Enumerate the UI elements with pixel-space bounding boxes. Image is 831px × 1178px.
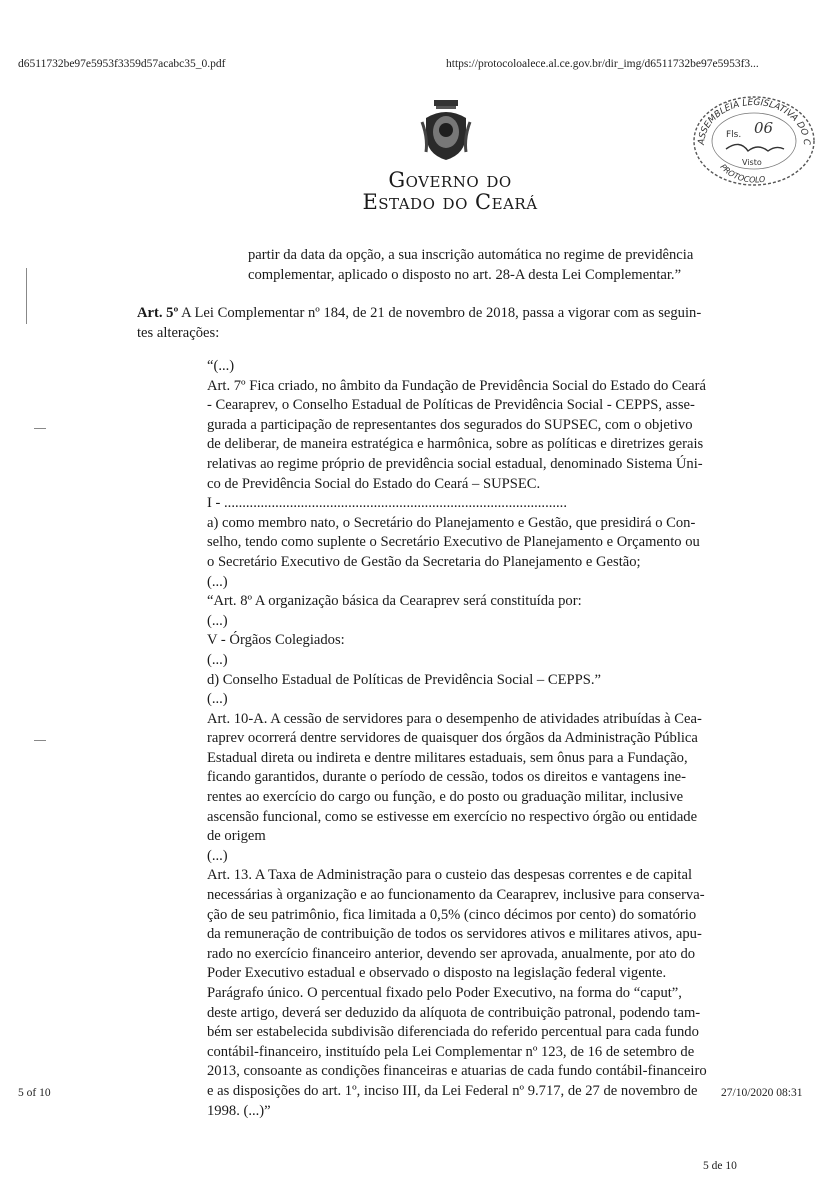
- text-line: complementar, aplicado o disposto no art. 28-A desta Lei Complementar.”: [248, 266, 682, 283]
- text-line: o Secretário Executivo de Gestão da Secretaria do Planejamento e Gestão;: [207, 553, 641, 570]
- text-line: - Cearaprev, o Conselho Estadual de Políticas de Previdência Social - CEPPS, asse-: [207, 397, 695, 414]
- amendment-quote: [207, 357, 767, 1121]
- text-line: de origem: [207, 828, 266, 845]
- coat-of-arms-icon: [420, 98, 472, 164]
- text-line: deste artigo, deverá ser deduzido da alíquota de contribuição patronal, podendo tam-: [207, 1004, 701, 1021]
- stamp-fls-value: 06: [754, 119, 774, 137]
- text-line: 1998. (...)”: [207, 1102, 271, 1119]
- text-line: I - ..............................................................................................: [207, 495, 567, 512]
- text-line: A Lei Complementar nº 184, de 21 de novembro de 2018, passa a vigorar com as seguin-: [178, 305, 702, 321]
- quote-open: “(...): [207, 358, 235, 374]
- print-datetime: 27/10/2020 08:31: [721, 1087, 803, 1099]
- text-line: 2013, consoante as condições financeiras e atuarias de cada fundo contábil-financeiro: [207, 1063, 707, 1080]
- text-line: contábil-financeiro, instituído pela Lei Complementar nº 123, de 16 de setembro de: [207, 1043, 695, 1060]
- text-line: raprev ocorrerá dentre servidores de quaisquer dos órgãos da Administração Pública: [207, 730, 698, 747]
- paragraph-1: [248, 246, 768, 285]
- text-line: (...): [207, 691, 228, 708]
- text-line: co de Previdência Social do Estado do Ceará – SUPSEC.: [207, 475, 541, 492]
- text-line: necessárias à organização e ao funcionamento da Cearaprev, inclusive para conserva-: [207, 887, 705, 904]
- stamp-fls-label: Fls.: [726, 130, 742, 140]
- text-line: (...): [207, 573, 228, 590]
- text-line: d) Conselho Estadual de Políticas de Previdência Social – CEPPS.”: [207, 671, 601, 688]
- text-line: da remuneração de contribuição de todos os servidores ativos e militares ativos, apu-: [207, 926, 702, 943]
- margin-mark: [34, 740, 46, 741]
- stamp-seal-icon: [690, 95, 818, 187]
- text-line: Poder Executivo estadual e observado o disposto na legislação federal vigente.: [207, 965, 667, 982]
- text-line: “Art. 8º A organização básica da Cearaprev será constituída por:: [207, 593, 582, 610]
- text-line: ção de seu patrimônio, fica limitada a 0,5% (cinco décimos por cento) do somatório: [207, 906, 697, 923]
- margin-mark: [26, 268, 27, 324]
- text-line: ascensão funcional, como se estivesse em exercício no respectivo órgão ou entidade: [207, 808, 698, 825]
- article-5-label: Art. 5º: [137, 305, 179, 321]
- pdf-filename: d6511732be97e5953f3359d57acabc35_0.pdf: [18, 58, 226, 70]
- text-line: Estadual direta ou indireta e dentre militares estaduais, sem ônus para a Fundação,: [207, 749, 688, 766]
- text-line: bém ser estabelecida subdivisão diferenciada do referido percentual para cada fundo: [207, 1024, 699, 1041]
- text-line: Art. 10-A. A cessão de servidores para o desempenho de atividades atribuídas à Cea-: [207, 710, 702, 727]
- text-line: de deliberar, de maneira estratégica e harmônica, sobre as políticas e diretrizes gerais: [207, 436, 704, 453]
- stamp-signature: [726, 144, 784, 151]
- text-line: relativas ao regime próprio de previdência social estadual, denominado Sistema Úni-: [207, 455, 703, 472]
- text-line: (...): [207, 651, 228, 668]
- page-count-bottom: 5 de 10: [703, 1160, 737, 1172]
- letterhead-line1: Governo do: [388, 168, 512, 192]
- text-line: partir da data da opção, a sua inscrição automática no regime de previdência: [248, 247, 694, 263]
- stamp-visto-label: Visto: [742, 158, 762, 167]
- text-line: gurada a participação de representantes dos segurados do SUPSEC, com o objetivo: [207, 416, 693, 433]
- stamp-ring-bottom: PROTOCOLO: [718, 162, 766, 185]
- text-line: Art. 13. A Taxa de Administração para o custeio das despesas correntes e de capital: [207, 867, 693, 884]
- svg-text:ASSEMBLÉIA LEGISLATIVA DO CEAR: [690, 95, 811, 146]
- text-line: Art. 7º Fica criado, no âmbito da Fundação de Previdência Social do Estado do Ceará: [207, 377, 706, 394]
- article-5: [137, 304, 767, 343]
- text-line: tes alterações:: [137, 324, 220, 341]
- text-line: ficando garantidos, durante o período de cessão, todos os direitos e vantagens ine-: [207, 769, 687, 786]
- text-line: rentes ao exercício do cargo ou função, e do posto ou graduação militar, inclusive: [207, 789, 684, 806]
- text-line: rado no exercício financeiro anterior, devendo ser aprovada, anualmente, por ato do: [207, 945, 696, 962]
- margin-mark: [34, 428, 46, 429]
- page-count-left: 5 of 10: [18, 1087, 51, 1099]
- text-line: (...): [207, 847, 228, 864]
- text-line: a) como membro nato, o Secretário do Planejamento e Gestão, que presidirá o Con-: [207, 514, 696, 531]
- protocol-stamp: [690, 95, 818, 187]
- text-line: e as disposições do art. 1º, inciso III, da Lei Federal nº 9.717, de 27 de novembro de: [207, 1082, 698, 1099]
- source-url: https://protocoloalece.al.ce.gov.br/dir_img/d6511732be97e5953f3...: [446, 58, 759, 70]
- text-line: Parágrafo único. O percentual fixado pelo Poder Executivo, na forma do “caput”,: [207, 985, 682, 1001]
- text-line: selho, tendo como suplente o Secretário Executivo de Planejamento e Orçamento ou: [207, 534, 700, 551]
- stamp-ring-text: ASSEMBLÉIA LEGISLATIVA DO C: [696, 97, 812, 146]
- text-line: V - Órgãos Colegiados:: [207, 632, 345, 649]
- text-line: (...): [207, 612, 228, 629]
- letterhead-line2: Estado do Ceará: [362, 190, 538, 214]
